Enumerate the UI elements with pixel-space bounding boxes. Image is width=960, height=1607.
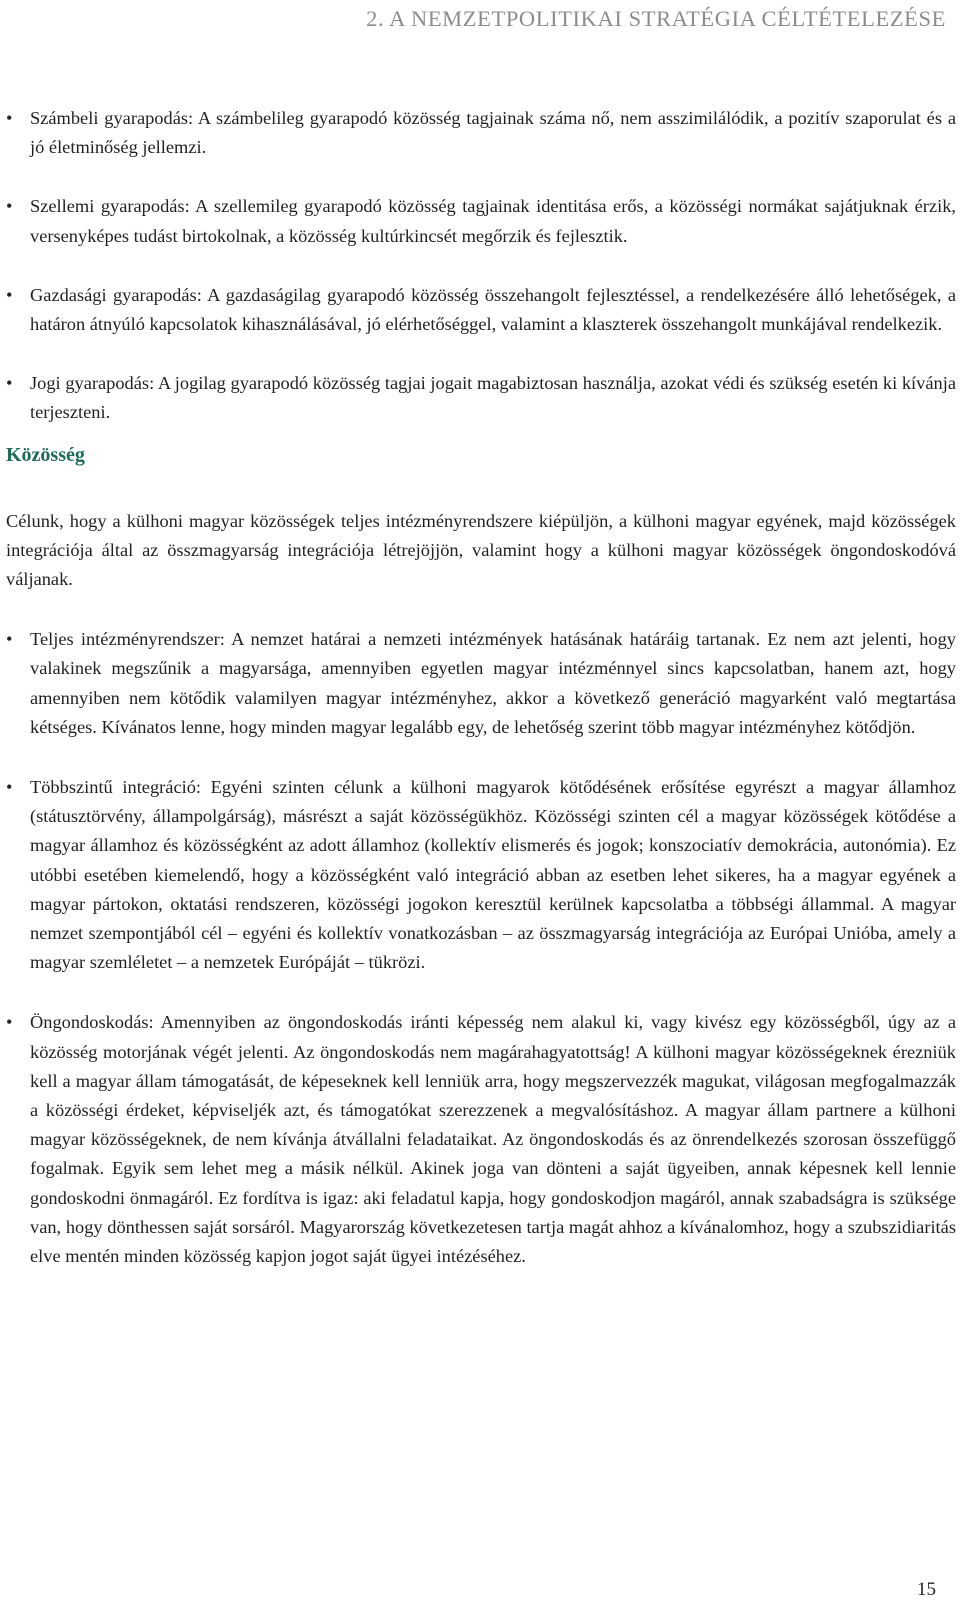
page-body: [6, 104, 956, 1271]
running-header: 2. A NEMZETPOLITIKAI STRATÉGIA CÉLTÉTELEZÉSE: [366, 6, 946, 31]
section-intro: Célunk, hogy a külhoni magyar közösségek teljes intézményrendszere kiépüljön, a külhoni magyar egyének, majd közösségek integrációja által az összmagyarság integrációja létrejöjjön, valamint hogy a külhoni magyar közösségek öngondoskodóvá váljanak.: [6, 510, 956, 590]
list-item: [6, 281, 956, 339]
list-item-text: Számbeli gyarapodás: A számbelileg gyarapodó közösség tagjainak száma nő, nem asszimilálódik, a pozitív szaporulat és a jó életminőség jellemzi.: [30, 108, 956, 158]
bullet-icon: •: [6, 196, 13, 217]
kozosseg-list: [6, 625, 956, 1271]
list-item-text: Szellemi gyarapodás: A szellemileg gyarapodó közösség tagjainak identitása erős, a közösségi normákat sajátjuknak érzik, versenyképes tudást birtokolnak, a közösség kultúrkincsét megőrzik és fejlesztik.: [30, 196, 956, 246]
list-item-text: Gazdasági gyarapodás: A gazdaságilag gyarapodó közösség összehangolt fejlesztéssel, a rendelkezésére álló lehetőségek, a határon átnyúló kapcsolatok kihasználásával, jó elérhetőséggel, valamint a klaszterek összehangolt munkájával rendelkezik.: [30, 284, 956, 335]
bullet-icon: •: [6, 373, 13, 394]
list-item: [6, 369, 956, 427]
bullet-icon: •: [6, 108, 13, 128]
list-item-text: Többszintű integráció: Egyéni szinten célunk a külhoni magyarok kötődésének erősítése egyrészt a magyar államhoz (státusztörvény, állampolgárság), másrészt a saját közösségükhöz. Közösségi szinten cél a magyar közösségek kötődése a magyar államhoz és közösségként az adott államhoz (kollektív elismerés és jogok; konszociatív demokrácia, autonómia). Ez utóbbi esetében kiemelendő, hogy a közösségként való integráció abban az esetben lehet sikeres, ha a magyar egyének a magyar pártokon, oktatási rendszeren, közösségi jogokon keresztül kerülnek kapcsolatba a többségi állammal. A magyar nemzet szempontjából cél – egyéni és kollektív vonatkozásban – az összmagyarság integrációja az Európai Unióba, amely a magyar szemléletet – a nemzetek Európáját – tükrözi.: [30, 777, 956, 973]
list-item: [6, 1008, 956, 1271]
list-item-text: Teljes intézményrendszer: A nemzet határai a nemzeti intézmények hatásának határáig tartanak. Ez nem azt jelenti, hogy valakinek megszűnik a magyarsága, amennyiben egyetlen magyar intézménnyel sincs kapcsolatban, hanem azt, hogy amennyiben nem kötődik valamilyen magyar intézményhez, akkor a következő generáció magyarként való megtartása kétséges. Kívánatos lenne, hogy minden magyar legalább egy, de lehetőség szerint több magyar intézményhez kötődjön.: [30, 629, 956, 737]
list-item-text: Öngondoskodás: Amennyiben az öngondoskodás iránti képesség nem alakul ki, vagy kivész egy közösségből, úgy az a közösség motorjának végét jelenti. Az öngondoskodás nem magárahagyatottság! A külhoni magyar közösségeknek érezniük kell a magyar állam támogatását, de képeseknek kell lenniük arra, hogy megszervezzék magukat, világosan megfogalmazzák a közösségi érdeket, képviseljék azt, és támogatókat szerezzenek a megvalósításhoz. A magyar állam partnere a külhoni magyar közösségeknek, de nem kívánja átvállalni feladataikat. Az öngondoskodás és az önrendelkezés szorosan összefüggő fogalmak. Egyik sem lehet meg a másik nélkül. Akinek joga van dönteni a saját ügyeiben, annak képesnek kell lennie gondoskodni önmagáról. Ez fordítva is igaz: aki feladatul kapja, hogy gondoskodjon magáról, annak szabadságra is szüksége van, hogy dönthessen saját sorsáról. Magyarország következetesen tartja magát ahhoz a kívánalomhoz, hogy a szubszidiaritás elve mentén minden közösség kapjon jogot saját ügyei intézéséhez.: [30, 1012, 956, 1267]
page-number: 15: [917, 1579, 936, 1600]
bullet-icon: •: [6, 1012, 13, 1033]
list-item: [6, 625, 956, 742]
list-item: [6, 192, 956, 250]
list-item: [6, 104, 956, 162]
gyarapodas-list: [6, 104, 956, 428]
bullet-icon: •: [6, 284, 13, 305]
bullet-icon: •: [6, 777, 13, 798]
list-item: [6, 773, 956, 977]
bullet-icon: •: [6, 629, 13, 650]
section-heading: Közösség: [6, 443, 85, 466]
list-item-text: Jogi gyarapodás: A jogilag gyarapodó közösség tagjai jogait magabiztosan használja, azokat védi és szükség esetén ki kívánja terjeszteni.: [30, 373, 956, 423]
